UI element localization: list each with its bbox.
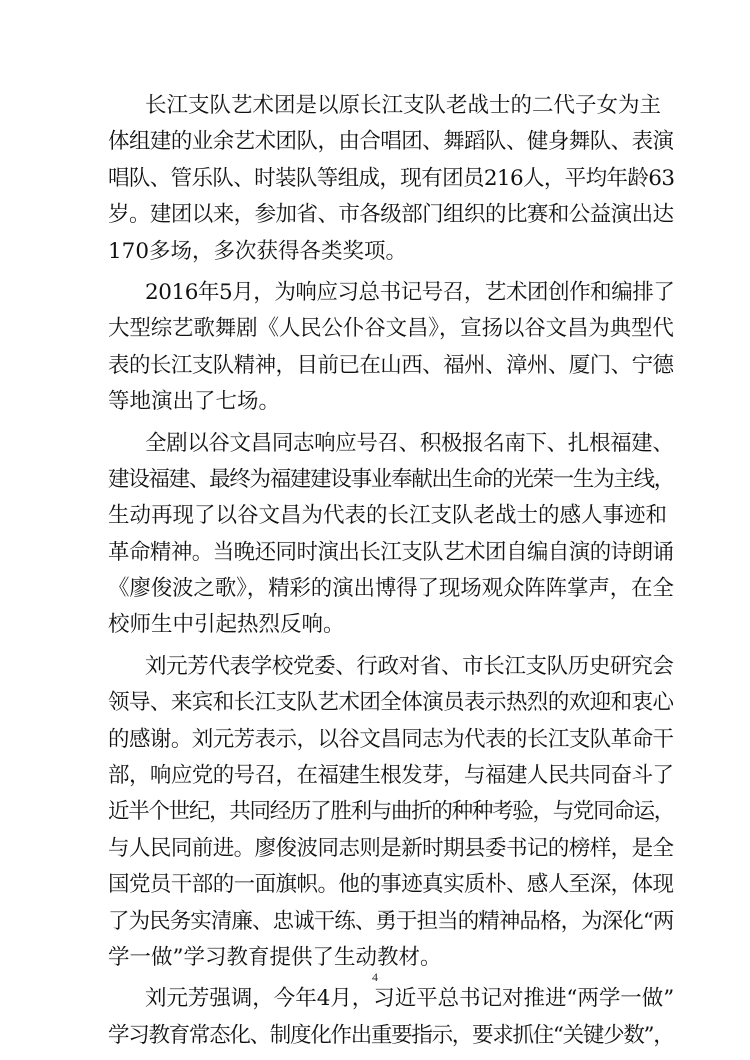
paragraph <box>108 88 674 270</box>
text-line: 表的长江支队精神，目前已在山西、福州、漳州、厦门、宁德 <box>108 352 674 378</box>
text-line: 唱队、管乐队、时装队等组成，现有团员216人，平均年龄63 <box>108 165 675 191</box>
text-line: 长江支队艺术团是以原长江支队老战士的二代子女为主 <box>145 93 662 118</box>
text-line: 2016年5月，为响应习总书记号召，艺术团创作和编排了 <box>145 279 675 305</box>
text-line: 《廖俊波之歌》，精彩的演出博得了现场观众阵阵掌声，在全 <box>108 576 674 602</box>
text-line: 生动再现了以谷文昌为代表的长江支队老战士的感人事迹和 <box>108 503 668 529</box>
text-line: 校师生中引起热烈反响。 <box>108 612 345 638</box>
text-line: 学习教育常态化、制度化作出重要指示，要求抓住“关键少数”， <box>108 1022 674 1048</box>
text-line: 革命精神。当晚还同时演出长江支队艺术团自编自演的诗朗诵 <box>108 539 674 565</box>
text-line: 建设福建、最终为福建建设事业奉献出生命的光荣一生为主线， <box>108 466 675 492</box>
text-line: 大型综艺歌舞剧《人民公仆谷文昌》，宣扬以谷文昌为典型代 <box>108 316 674 342</box>
text-line: 近半个世纪，共同经历了胜利与曲折的种种考验，与党同命运， <box>108 799 675 825</box>
paragraph <box>108 426 674 644</box>
text-line: 的感谢。刘元芳表示，以谷文昌同志为代表的长江支队革命干 <box>108 726 674 752</box>
text-line: 刘元芳代表学校党委、行政对省、市长江支队历史研究会 <box>145 653 674 679</box>
text-line: 全剧以谷文昌同志响应号召、积极报名南下、扎根福建、 <box>145 430 674 456</box>
text-line: 等地演出了七场。 <box>108 389 281 415</box>
text-line: 170多场，多次获得各类奖项。 <box>108 238 408 264</box>
text-line: 与人民同前进。廖俊波同志则是新时期县委书记的榜样，是全 <box>108 835 674 861</box>
text-line: 部，响应党的号召，在福建生根发芽，与福建人民共同奋斗了 <box>108 763 674 789</box>
text-body <box>108 88 674 1059</box>
page-number: 4 <box>372 970 378 984</box>
paragraph <box>108 981 674 1054</box>
paragraph <box>108 649 674 977</box>
text-line: 国党员干部的一面旗帜。他的事迹真实质朴、感人至深，体现 <box>108 872 674 898</box>
text-line: 了为民务实清廉、忠诚干练、勇于担当的精神品格，为深化“两 <box>108 908 674 934</box>
text-line: 刘元芳强调，今年4月，习近平总书记对推进“两学一做” <box>145 986 675 1012</box>
text-line: 学一做”学习教育提供了生动教材。 <box>108 944 442 970</box>
text-line: 领导、来宾和长江支队艺术团全体演员表示热烈的欢迎和衷心 <box>108 690 674 716</box>
text-line: 体组建的业余艺术团队，由合唱团、舞蹈队、健身舞队、表演 <box>108 129 674 155</box>
text-line: 岁。建团以来，参加省、市各级部门组织的比赛和公益演出达 <box>108 202 674 228</box>
paragraph <box>108 275 674 421</box>
